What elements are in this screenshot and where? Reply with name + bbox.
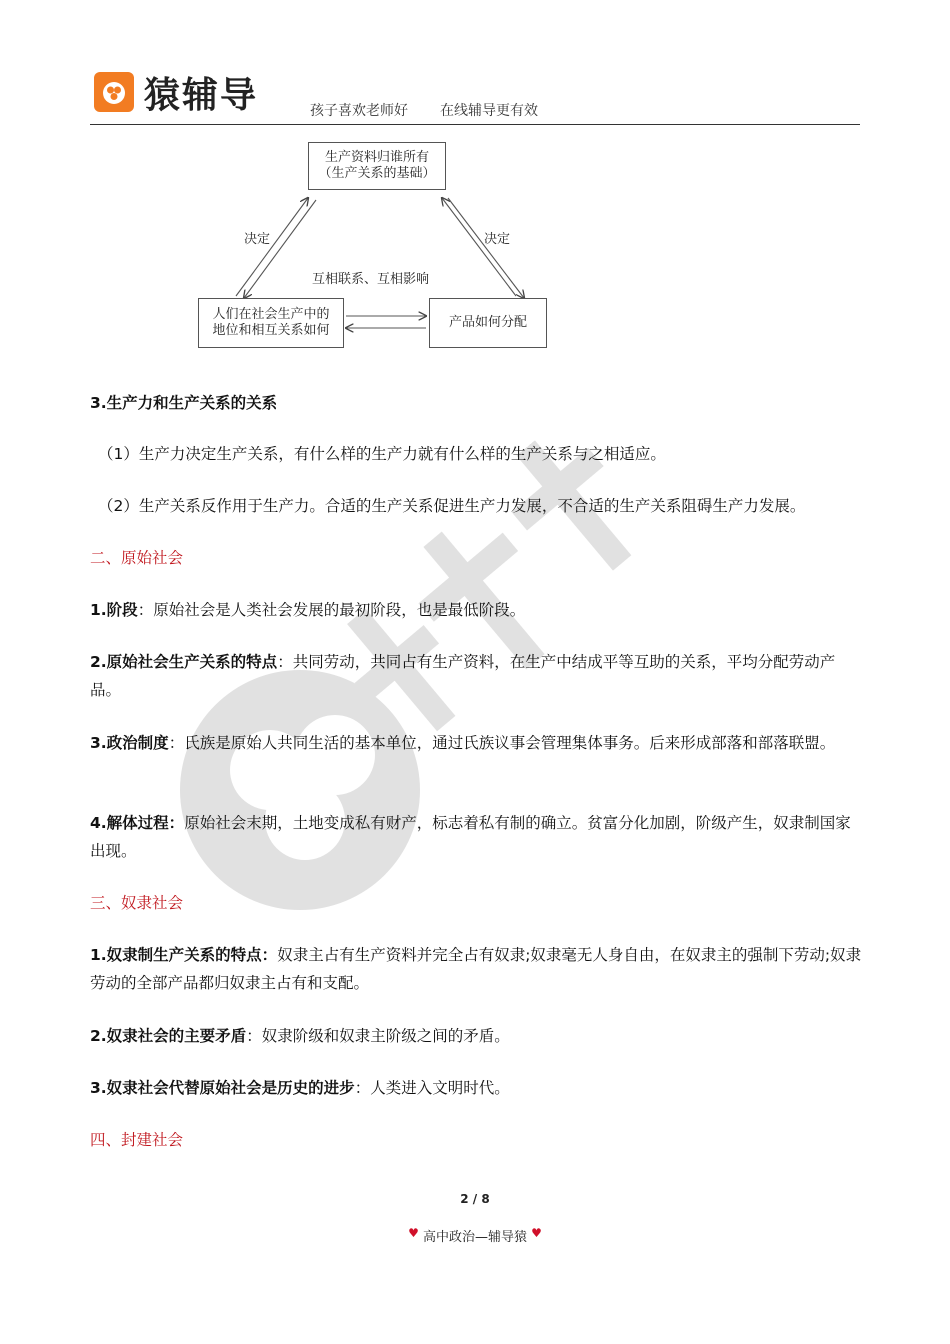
paragraph: [90, 596, 865, 624]
text: ：人类进入文明时代。: [354, 1079, 510, 1097]
term: 3.奴隶社会代替原始社会是历史的进步: [90, 1079, 355, 1097]
paragraph: [90, 941, 865, 997]
box-ownership-line2: （生产关系的基础）: [318, 166, 436, 181]
label-mutual: 互相联系、互相影响: [312, 272, 430, 287]
box-ownership-line1: 生产资料归谁所有: [324, 150, 429, 165]
term: 2.原始社会生产关系的特点: [90, 653, 278, 671]
page-footer: [0, 1226, 950, 1245]
box-ownership: [308, 142, 446, 190]
paragraph: （2）生产关系反作用于生产力。合适的生产关系促进生产力发展，不合适的生产关系阻碍生产力发展。: [98, 497, 806, 515]
label-decide-right: 决定: [484, 232, 511, 247]
arrow-right-down: [448, 198, 524, 298]
page-header: [90, 64, 860, 125]
heading-slavery: 三、奴隶社会: [90, 894, 184, 912]
relations-diagram: [196, 138, 548, 350]
brand-name: 猿辅导: [144, 75, 259, 116]
term: 4.解体过程：: [90, 814, 185, 832]
slogan-1: 孩子喜欢老师好: [310, 103, 408, 119]
heart-icon: ♥: [531, 1226, 542, 1240]
footer-text: 高中政治—辅导猿: [422, 1230, 527, 1245]
box-distribution: 产品如何分配: [429, 298, 547, 348]
paragraph: [90, 809, 865, 865]
heading-feudal: 四、封建社会: [90, 1131, 184, 1149]
text: ：氏族是原始人共同生活的基本单位，通过氏族议事会管理集体事务。后来形成部落和部落联盟。: [168, 734, 836, 752]
term: 3.政治制度: [90, 734, 169, 752]
term: 1.奴隶制生产关系的特点：: [90, 946, 278, 964]
brand-logo-icon: [94, 72, 134, 112]
paragraph: （1）生产力决定生产关系，有什么样的生产力就有什么样的生产关系与之相适应。: [98, 445, 666, 463]
heart-icon: ♥: [408, 1226, 419, 1240]
text: ：共同劳动，共同占有生产资料，在生产中结成平等互助的关系，平均分配劳动产品。: [90, 653, 836, 699]
arrow-right-up: [442, 198, 516, 296]
paragraph: [90, 1022, 865, 1050]
heading-primitive: 二、原始社会: [90, 549, 184, 567]
paragraph: [90, 648, 865, 704]
arrow-left-down: [244, 200, 316, 298]
term: 1.阶段: [90, 601, 138, 619]
page-number: 2 / 8: [460, 1192, 490, 1206]
box-relations-line2: 地位和相互关系如何: [212, 323, 330, 338]
text: 原始社会末期，土地变成私有财产，标志着私有制的确立。贫富分化加剧，阶级产生，奴隶制国家出现。: [90, 814, 851, 860]
slogan-2: 在线辅导更有效: [440, 103, 538, 119]
box-relations: [198, 298, 344, 348]
paragraph: [90, 1074, 865, 1102]
section-title: 3.生产力和生产关系的关系: [90, 394, 278, 412]
label-decide-left: 决定: [244, 232, 271, 247]
text: 奴隶主占有生产资料并完全占有奴隶;奴隶毫无人身自由，在奴隶主的强制下劳动;奴隶劳动的全部产品都归奴隶主占有和支配。: [90, 946, 862, 992]
text: ：奴隶阶级和奴隶主阶级之间的矛盾。: [246, 1027, 510, 1045]
paragraph: [90, 729, 865, 757]
box-relations-line1: 人们在社会生产中的: [212, 307, 330, 322]
arrow-left-up: [236, 198, 308, 296]
term: 2.奴隶社会的主要矛盾: [90, 1027, 247, 1045]
text: ：原始社会是人类社会发展的最初阶段，也是最低阶段。: [137, 601, 526, 619]
